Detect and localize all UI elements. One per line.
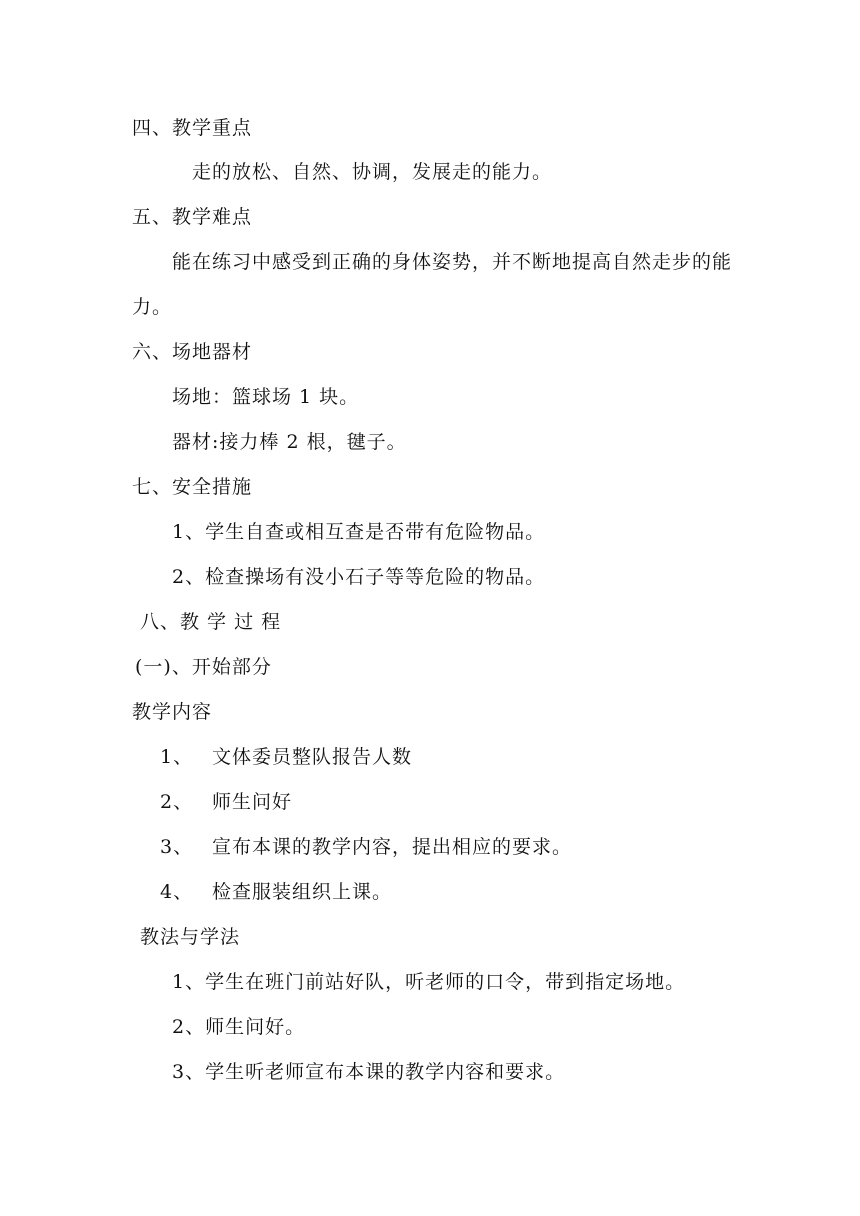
teaching-difficulty-text-line1: 能在练习中感受到正确的身体姿势，并不断地提高自然走步的能 (172, 251, 733, 273)
section-heading-teaching-difficulty: 五、教学难点 (132, 206, 253, 228)
subheading-opening-part: (一)、开始部分 (135, 656, 272, 678)
content-item-text: 师生问好 (212, 791, 293, 813)
teaching-content-label: 教学内容 (132, 701, 213, 723)
content-item-text: 文体委员整队报告人数 (212, 746, 413, 768)
content-item-text: 检查服装组织上课。 (212, 881, 393, 903)
teaching-focus-text: 走的放松、自然、协调，发展走的能力。 (192, 161, 553, 183)
teaching-method-label: 教法与学法 (140, 926, 241, 948)
content-item-number: 3、 (160, 836, 194, 858)
content-item-number: 1、 (160, 746, 194, 768)
venue-text: 场地：篮球场 1 块。 (172, 386, 360, 408)
content-item-number: 2、 (160, 791, 194, 813)
content-item-text: 宣布本课的教学内容，提出相应的要求。 (212, 836, 573, 858)
method-item-2: 2、师生问好。 (172, 1016, 306, 1038)
section-heading-venue-equipment: 六、场地器材 (132, 341, 253, 363)
equipment-text: 器材:接力棒 2 根，毽子。 (172, 431, 407, 453)
section-heading-teaching-focus: 四、教学重点 (132, 117, 253, 139)
method-item-1: 1、学生在班门前站好队，听老师的口令，带到指定场地。 (172, 971, 686, 993)
section-heading-teaching-process: 八、教 学 过 程 (140, 611, 282, 633)
teaching-difficulty-text-line2: 力。 (132, 296, 173, 318)
safety-item-1: 1、学生自查或相互查是否带有危险物品。 (172, 521, 546, 543)
safety-item-2: 2、检查操场有没小石子等等危险的物品。 (172, 566, 546, 588)
content-item-number: 4、 (160, 881, 194, 903)
section-heading-safety-measures: 七、安全措施 (132, 476, 253, 498)
method-item-3: 3、学生听老师宣布本课的教学内容和要求。 (172, 1061, 566, 1083)
